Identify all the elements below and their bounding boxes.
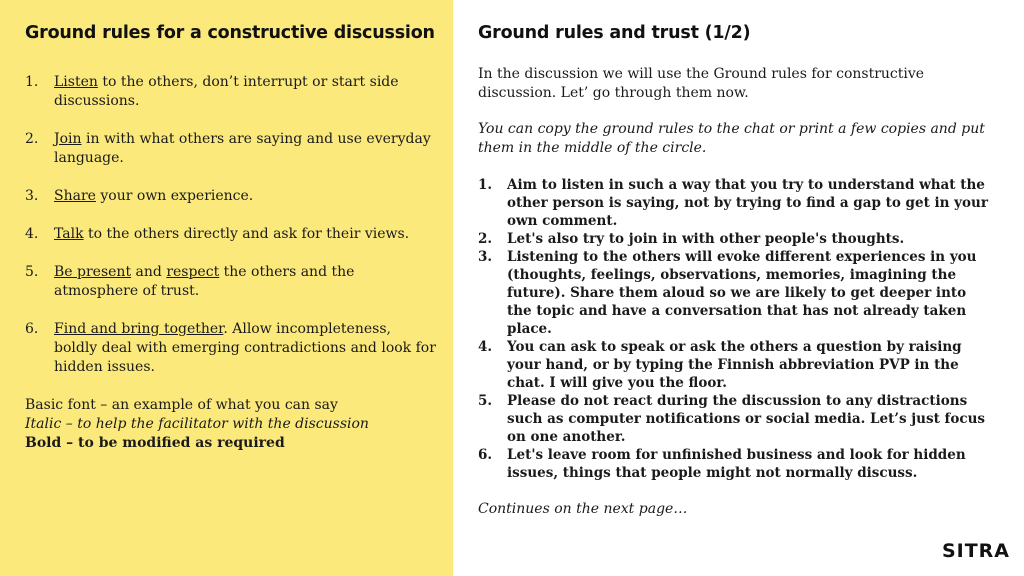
rule-link-be-present[interactable]: Be present: [54, 264, 132, 280]
left-title: Ground rules for a constructive discussion: [25, 23, 435, 43]
list-item: 6. Find and bring together. Allow incompleteness, boldly deal with emerging contradictions and look for hidden issues.: [25, 321, 436, 375]
intro-text: In the discussion we will use the Ground rules for constructive discussion. Let’ go through them now.: [478, 66, 925, 101]
right-panel: [453, 0, 1024, 576]
continues-note: Continues on the next page…: [478, 501, 688, 517]
rule-link-find-and-bring-together[interactable]: Find and bring together: [54, 321, 224, 337]
list-item: 5. Be present and respect the others and the atmosphere of trust.: [25, 264, 355, 299]
sitra-logo: SITRA: [941, 540, 1010, 562]
rule-link-talk[interactable]: Talk: [54, 226, 84, 242]
ground-rules-detail-list: [478, 176, 994, 482]
list-item: 6. Let's leave room for unfinished business and look for hidden issues, things that people might not normally discuss.: [478, 447, 966, 481]
legend-basic: Basic font – an example of what you can say: [25, 397, 338, 413]
list-item: 4. Talk to the others directly and ask for their views.: [25, 226, 410, 242]
left-panel: [0, 0, 453, 576]
list-item: 2. Join in with what others are saying and use everyday language.: [25, 131, 431, 166]
rule-link-respect[interactable]: respect: [166, 264, 220, 280]
facilitator-note: You can copy the ground rules to the chat or print a few copies and put them in the middle of the circle.: [478, 121, 985, 156]
list-item: 3. Share your own experience.: [25, 188, 254, 204]
list-item: 4. You can ask to speak or ask the others a question by raising your hand, or by typing the Finnish abbreviation PVP in the chat. I will give you the floor.: [478, 339, 962, 391]
font-legend: [25, 396, 437, 453]
rule-link-share[interactable]: Share: [54, 188, 96, 204]
list-item: 5. Please do not react during the discussion to any distractions such as computer notifications or social media. Let’s just focus on one another.: [478, 393, 985, 445]
right-title: Ground rules and trust (1/2): [478, 23, 751, 43]
rule-link-join[interactable]: Join: [54, 131, 82, 147]
list-item: 1. Aim to listen in such a way that you try to understand what the other person is saying, not by trying to find a gap to get in your own comment.: [478, 177, 988, 229]
list-item: 3. Listening to the others will evoke different experiences in you (thoughts, feelings, observations, memories, imagining the future). Share them aloud so we are likely to get deeper into the topic and have a conversation that has not already taken place.: [478, 249, 977, 337]
rule-link-listen[interactable]: Listen: [54, 74, 98, 90]
list-item: 2. Let's also try to join in with other people's thoughts.: [478, 231, 905, 247]
legend-italic: Italic – to help the facilitator with the discussion: [25, 416, 369, 432]
list-item: 1. Listen to the others, don’t interrupt or start side discussions.: [25, 74, 399, 109]
ground-rules-list: [25, 73, 437, 377]
legend-bold: Bold – to be modified as required: [25, 435, 285, 451]
